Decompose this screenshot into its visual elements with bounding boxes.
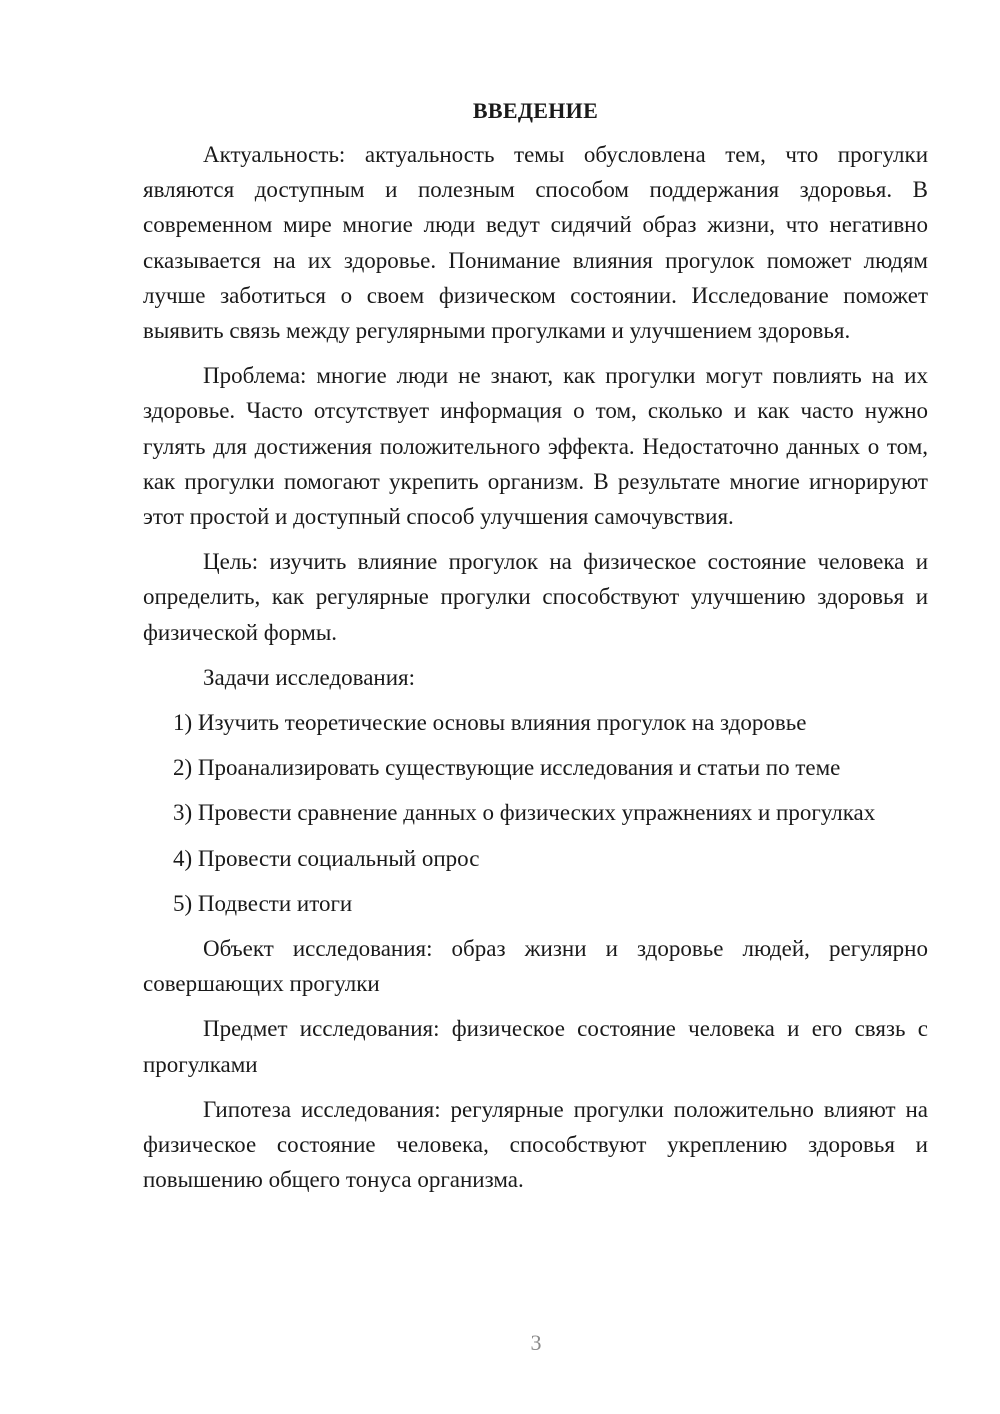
relevance-paragraph: Актуальность: актуальность темы обусловлена тем, что прогулки являются доступным и полезным способом поддержания здоровья. В современном мире многие люди ведут сидячий образ жизни, что негативно сказывается на их здоровье. Понимание влияния прогулок поможет людям лучше заботиться о своем физическом состоянии. Исследование поможет выявить связь между регулярными прогулками и улучшением здоровья. (143, 142, 928, 344)
section-title: ВВЕДЕНИЕ (472, 98, 599, 123)
task-item: 5) Подвести итоги (173, 890, 353, 916)
task-item: 2) Проанализировать существующие исследования и статьи по теме (173, 755, 841, 781)
task-list (143, 705, 928, 921)
task-item: 1) Изучить теоретические основы влияния прогулок на здоровье (173, 710, 807, 736)
page-number: 3 (530, 1330, 542, 1355)
page-content (143, 95, 928, 1207)
task-item: 3) Провести сравнение данных о физических упражнениях и прогулках (173, 800, 876, 826)
problem-paragraph: Проблема: многие люди не знают, как прогулки могут повлиять на их здоровье. Часто отсутствует информация о том, сколько и как часто нужно гулять для достижения положительного эффекта. Недостаточно данных о том, как прогулки помогают укрепить организм. В результате многие игнорируют этот простой и доступный способ улучшения самочувствия. (143, 363, 928, 530)
goal-paragraph: Цель: изучить влияние прогулок на физическое состояние человека и определить, как регулярные прогулки способствуют улучшению здоровья и физической формы. (143, 549, 928, 645)
hypothesis-paragraph: Гипотеза исследования: регулярные прогулки положительно влияют на физическое состояние человека, способствуют укреплению здоровья и повышению общего тонуса организма. (143, 1096, 928, 1193)
task-item: 4) Провести социальный опрос (173, 845, 480, 871)
object-paragraph: Объект исследования: образ жизни и здоровье людей, регулярно совершающих прогулки (143, 936, 928, 997)
subject-paragraph: Предмет исследования: физическое состояние человека и его связь с прогулками (143, 1016, 928, 1077)
tasks-heading: Задачи исследования: (203, 664, 416, 690)
